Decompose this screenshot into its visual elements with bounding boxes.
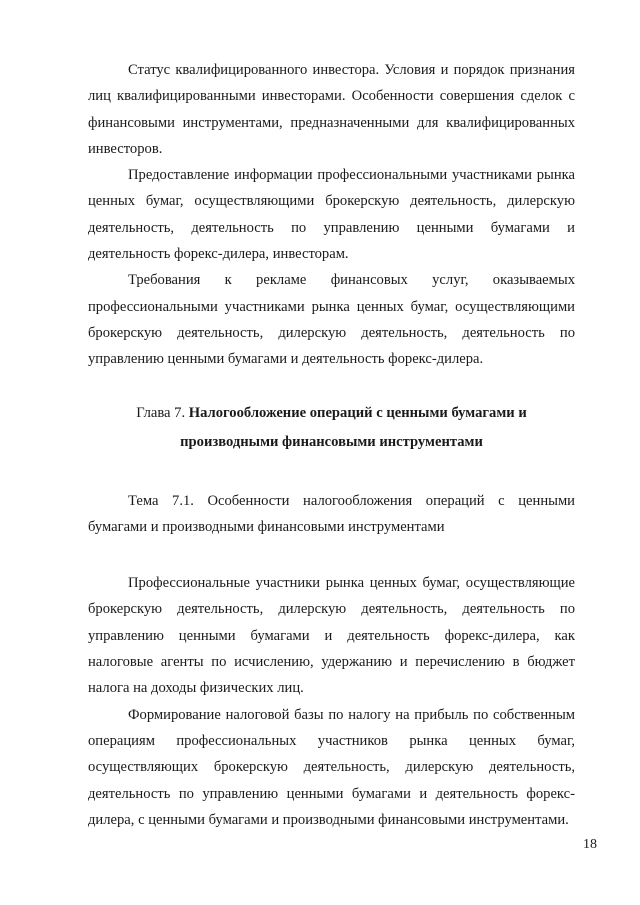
paragraph-information-provision: Предоставление информации профессиональными участниками рынка ценных бумаг, осуществляющими брокерскую деятельность, дилерскую деятельность, деятельность по управлению ценными бумагами и деятельность форекс-дилера, инвесторам.: [88, 167, 575, 263]
paragraph-advertising-requirements: Требования к рекламе финансовых услуг, оказываемых профессиональными участниками рынка ценных бумаг, осуществляющими брокерскую деятельность, дилерскую деятельность, деятельность по управлению ценными бумагами и деятельность форекс-дилера.: [88, 272, 575, 368]
chapter-heading: [88, 399, 575, 457]
chapter-title-line2: производными финансовыми инструментами: [180, 433, 483, 450]
paragraph-tax-base: Формирование налоговой базы по налогу на прибыль по собственным операциям профессиональных участников рынка ценных бумаг, осуществляющих брокерскую деятельность, дилерскую деятельность, деятельность по управлению ценными бумагами и деятельность форекс-дилера, с ценными бумагами и производными финансовыми инструментами.: [88, 706, 575, 828]
chapter-heading-line1: [88, 399, 575, 428]
chapter-title-line1: Налогообложение операций с ценными бумагами и: [188, 404, 527, 421]
page-number: 18: [583, 837, 597, 852]
topic-heading: Тема 7.1. Особенности налогообложения операций с ценными бумагами и производными финансовыми инструментами: [88, 492, 575, 535]
paragraph-tax-agents: Профессиональные участники рынка ценных бумаг, осуществляющие брокерскую деятельность, дилерскую деятельность, деятельность по управлению ценными бумагами и деятельность форекс-дилера, как налоговые агенты по исчислению, удержанию и перечислению в бюджет налога на доходы физических лиц.: [88, 575, 575, 697]
chapter-prefix: Глава 7.: [136, 404, 189, 421]
paragraph-qualified-investor-status: Статус квалифицированного инвестора. Условия и порядок признания лиц квалифицированными инвесторами. Особенности совершения сделок с финансовыми инструментами, предназначенными для квалифицированных инвесторов.: [88, 62, 575, 157]
document-page: [88, 57, 575, 833]
